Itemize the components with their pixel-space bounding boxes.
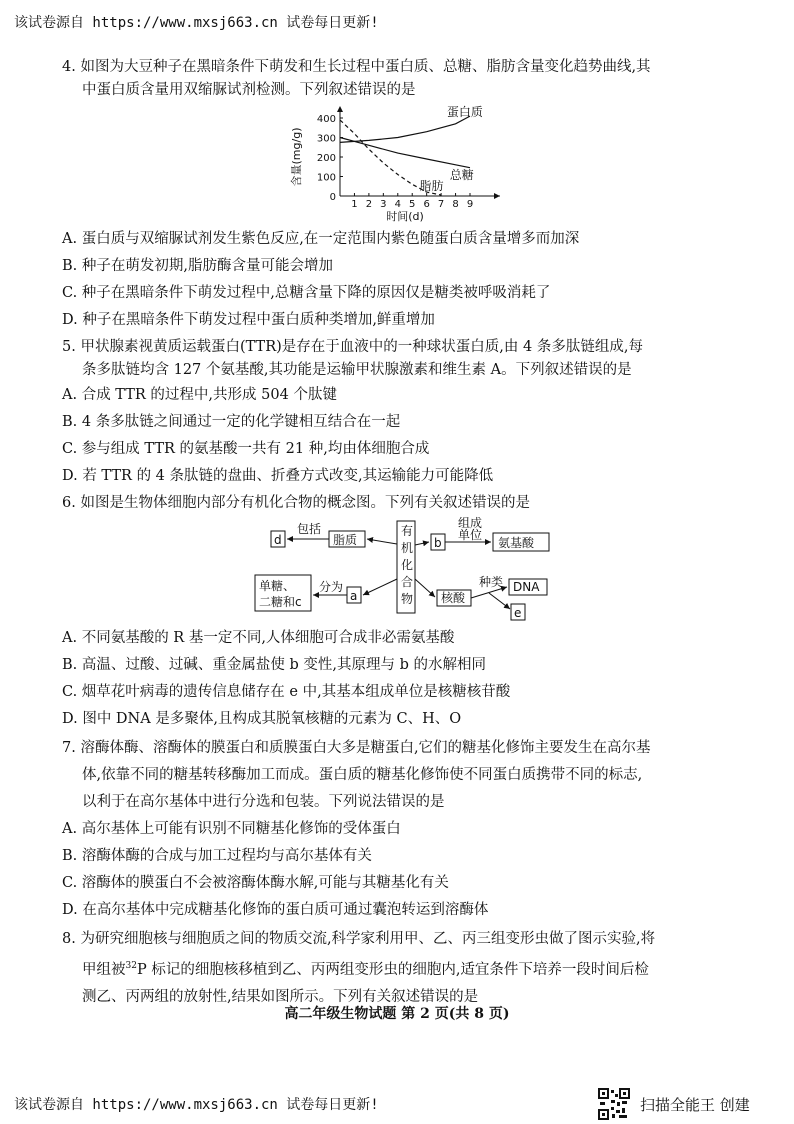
question-6 (62, 492, 732, 733)
q8-stem-line2 (62, 953, 732, 984)
q5-option-b: B. 4 条多肽链之间通过一定的化学键相互结合在一起 (62, 414, 401, 430)
y-tick-label: 300 (316, 133, 336, 145)
y-axis-arrow (337, 106, 343, 112)
x-tick-label: 3 (380, 199, 387, 210)
q5-option-d: D. 若 TTR 的 4 条肽链的盘曲、折叠方式改变,其运输能力可能降低 (62, 468, 494, 484)
x-tick-label: 6 (423, 199, 430, 210)
source-footer: 该试卷源自 https://www.mxsj663.cn 试卷每日更新! (14, 1097, 379, 1113)
q7-stem-line2: 体,依靠不同的糖基转移酶加工而成。蛋白质的糖基化修饰使不同蛋白质携带不同的标志, (82, 767, 643, 783)
center-char-4: 合 (401, 575, 414, 589)
compose-label-1: 组成 (458, 516, 483, 530)
question-7 (62, 735, 732, 924)
q4-stem-line2: 中蛋白质含量用双缩脲试剂检测。下列叙述错误的是 (82, 82, 416, 98)
amino-label: 氨基酸 (498, 536, 535, 550)
q7-stem-line3: 以利于在高尔基体中进行分选和包装。下列说法错误的是 (82, 794, 445, 810)
question-4 (62, 56, 732, 334)
series-label: 脂肪 (419, 179, 444, 194)
q4-option-a: A. 蛋白质与双缩脲试剂发生紫色反应,在一定范围内紫色随蛋白质含量增多而加深 (62, 231, 580, 247)
arrow-center-b (415, 542, 429, 545)
question-8 (62, 926, 732, 1011)
nucleic-label: 核酸 (441, 591, 466, 605)
q4-option-d: D. 种子在黑暗条件下萌发过程中蛋白质种类增加,鲜重增加 (62, 312, 435, 328)
q8-stem-line1: 8. 为研究细胞核与细胞质之间的物质交流,科学家利用甲、乙、丙三组变形虫做了图示实验,将 (62, 931, 656, 947)
q7-option-c: C. 溶酶体的膜蛋白不会被溶酶体酶水解,可能与其糖基化有关 (62, 875, 449, 891)
center-char-1: 有 (401, 524, 414, 538)
scanner-badge (598, 1088, 750, 1120)
series-line-蛋白质 (340, 116, 470, 142)
scanner-label: 扫描全能王 创建 (640, 1095, 750, 1114)
x-tick-label: 1 (351, 199, 358, 210)
series-line-总糖 (340, 138, 470, 168)
question-5 (62, 336, 732, 490)
arrow-nucleic-e (489, 593, 510, 609)
q6-option-b: B. 高温、过酸、过碱、重金属盐使 b 变性,其原理与 b 的水解相同 (62, 657, 486, 673)
x-tick-label: 9 (466, 199, 474, 210)
center-char-3: 化 (401, 558, 414, 572)
q5-stem-line2: 条多肽链均含 127 个氨基酸,其功能是运输甲状腺激素和维生素 A。下列叙述错误的是 (82, 362, 632, 378)
q6-concept-diagram (259, 516, 567, 623)
q8-stem-line2-a: 甲组被 (82, 961, 126, 978)
arrow-center-nucleic (415, 579, 435, 597)
d-label: d (274, 533, 282, 547)
e-label: e (514, 606, 522, 620)
x-axis-arrow (494, 193, 500, 199)
divide-label: 分为 (319, 580, 344, 594)
b-label: b (434, 536, 442, 550)
q4-option-b: B. 种子在萌发初期,脂肪酶含量可能会增加 (62, 258, 333, 274)
mono-label-1: 单糖、 (259, 579, 296, 593)
q5-option-a: A. 合成 TTR 的过程中,共形成 504 个肽键 (62, 387, 337, 403)
q4-stem-line1: 4. 如图为大豆种子在黑暗条件下萌发和生长过程中蛋白质、总糖、脂肪含量变化趋势曲线,其 (62, 59, 651, 75)
dna-label: DNA (513, 580, 540, 594)
a-label: a (350, 589, 358, 603)
x-tick-label: 4 (394, 199, 401, 210)
q7-option-d: D. 在高尔基体中完成糖基化修饰的蛋白质可通过囊泡转运到溶酶体 (62, 902, 489, 918)
q6-option-c: C. 烟草花叶病毒的遗传信息储存在 e 中,其基本组成单位是核糖核苷酸 (62, 684, 511, 700)
x-tick-label: 2 (365, 199, 373, 210)
x-tick-label: 5 (409, 199, 416, 210)
x-tick-label: 8 (452, 199, 459, 210)
q7-option-b: B. 溶酶体酶的合成与加工过程均与高尔基体有关 (62, 848, 372, 864)
x-axis-label: 时间(d) (386, 210, 424, 223)
q7-stem-line1: 7. 溶酶体酶、溶酶体的膜蛋白和质膜蛋白大多是糖蛋白,它们的糖基化修饰主要发生在高尔基 (62, 740, 651, 756)
q6-option-d: D. 图中 DNA 是多聚体,且构成其脱氧核糖的元素为 C、H、O (62, 711, 462, 727)
q4-option-c: C. 种子在黑暗条件下萌发过程中,总糖含量下降的原因仅是糖类被呼吸消耗了 (62, 285, 551, 301)
y-tick-label: 400 (316, 114, 336, 125)
q4-line-chart (282, 104, 512, 222)
y-tick-label: 0 (329, 192, 336, 203)
q5-stem-line1: 5. 甲状腺素视黄质运载蛋白(TTR)是存在于血液中的一种球状蛋白质,由 4 条多肽链组成,每 (62, 339, 643, 355)
y-tick-label: 200 (316, 153, 336, 164)
q6-option-a: A. 不同氨基酸的 R 基一定不同,人体细胞可合成非必需氨基酸 (62, 630, 455, 646)
q5-option-c: C. 参与组成 TTR 的氨基酸一共有 21 种,均由体细胞合成 (62, 441, 430, 457)
y-tick-label: 100 (316, 172, 336, 184)
qr-code-icon (598, 1088, 630, 1120)
y-axis-label: 含量(mg/g) (290, 127, 303, 187)
page-footer: 高二年级生物试题 第 2 页(共 8 页) (284, 1006, 510, 1022)
q8-stem-line2-b: P 标记的细胞核移植到乙、丙两组变形虫的细胞内,适宜条件下培养一段时间后检 (136, 961, 649, 978)
q7-option-a: A. 高尔基体上可能有识别不同糖基化修饰的受体蛋白 (62, 821, 401, 837)
q8-stem-line3: 测乙、丙两组的放射性,结果如图所示。下列有关叙述错误的是 (82, 988, 479, 1005)
center-char-5: 物 (401, 592, 414, 606)
arrow-center-a (363, 579, 397, 595)
include-label: 包括 (297, 522, 322, 536)
center-char-2: 机 (401, 541, 414, 555)
x-tick-label: 7 (437, 199, 445, 210)
q6-stem: 6. 如图是生物体细胞内部分有机化合物的概念图。下列有关叙述错误的是 (62, 495, 530, 511)
mono-label-2: 二糖和c (259, 595, 302, 609)
kind-label: 种类 (479, 575, 504, 589)
source-header: 该试卷源自 https://www.mxsj663.cn 试卷每日更新! (14, 15, 379, 31)
lipid-label: 脂质 (333, 533, 358, 547)
compose-label-2: 单位 (458, 528, 483, 542)
q8-isotope-mass: 32 (125, 961, 137, 971)
arrow-center-lipid (367, 539, 397, 544)
series-label: 总糖 (449, 167, 474, 182)
series-label: 蛋白质 (446, 105, 483, 120)
page-content (62, 56, 732, 1011)
